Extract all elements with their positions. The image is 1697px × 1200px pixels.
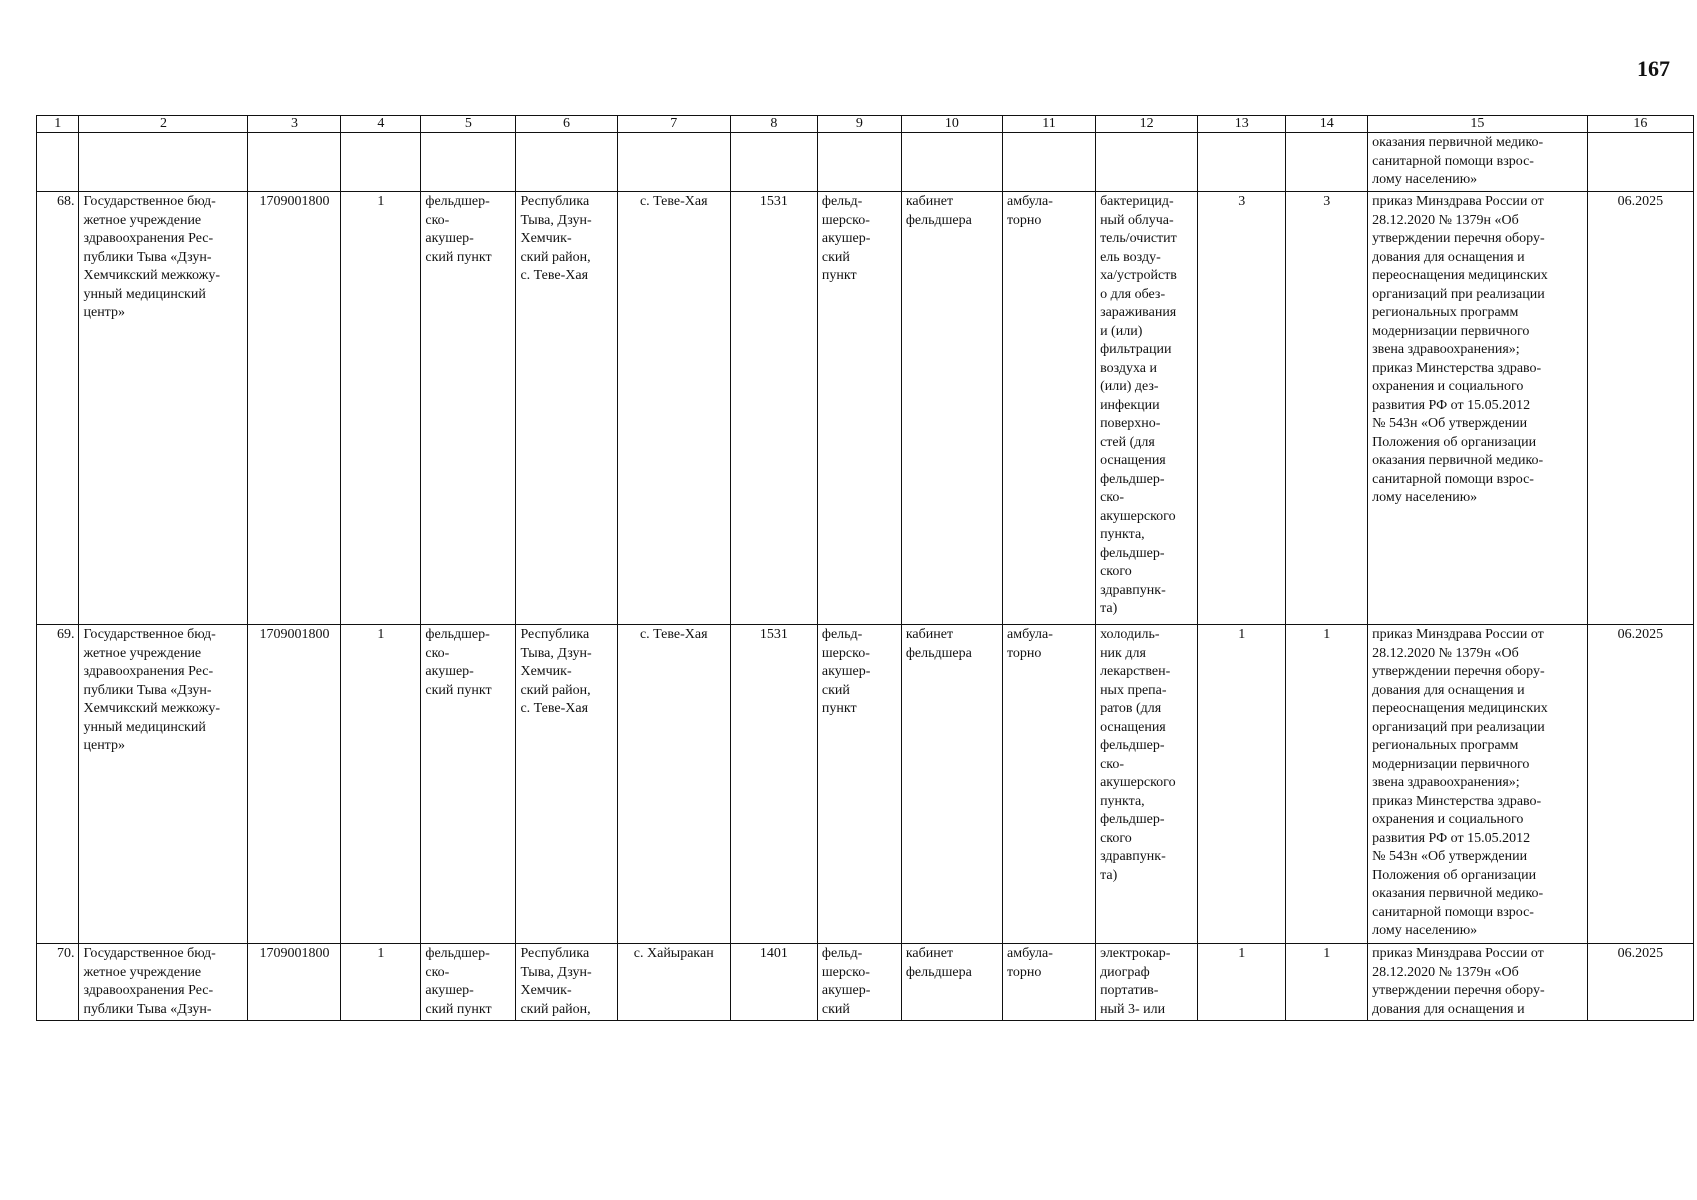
inn-cell: 1709001800 bbox=[248, 192, 341, 625]
qty-planned-cell: 3 bbox=[1286, 192, 1368, 625]
qty-planned-cell: 1 bbox=[1286, 625, 1368, 944]
inn-cell: 1709001800 bbox=[248, 944, 341, 1021]
continuation-row bbox=[37, 133, 1694, 192]
row-number: 70. bbox=[37, 944, 79, 1021]
address-cell: Республика Тыва, Дзун- Хемчик- ский район, с. Теве-Хая bbox=[516, 625, 617, 944]
legal-basis-cell: приказ Минздрава России от 28.12.2020 № 1379н «Об утверждении перечня обору- дования для оснащения и bbox=[1368, 944, 1588, 1021]
organization-name: Государственное бюд- жетное учреждение здравоохранения Рес- публики Тыва «Дзун- bbox=[79, 944, 248, 1021]
care-condition-cell: амбула- торно bbox=[1003, 192, 1096, 625]
col4-cell: 1 bbox=[341, 625, 421, 944]
col-header: 6 bbox=[516, 116, 617, 133]
unit-type-cell: фельд- шерско- акушер- ский пункт bbox=[817, 192, 901, 625]
table-row bbox=[37, 944, 1694, 1021]
room-cell: кабинет фельдшера bbox=[901, 944, 1002, 1021]
page-number: 167 bbox=[1637, 56, 1670, 81]
row-number: 69. bbox=[37, 625, 79, 944]
settlement-cell: с. Теве-Хая bbox=[617, 192, 730, 625]
col-header: 13 bbox=[1198, 116, 1286, 133]
col-header: 4 bbox=[341, 116, 421, 133]
unit-type-cell: фельд- шерско- акушер- ский пункт bbox=[817, 625, 901, 944]
col-header: 5 bbox=[421, 116, 516, 133]
table-row bbox=[37, 625, 1694, 944]
population-cell: 1531 bbox=[730, 625, 817, 944]
room-cell: кабинет фельдшера bbox=[901, 192, 1002, 625]
col-header: 7 bbox=[617, 116, 730, 133]
equipment-cell: электрокар- диограф портатив- ный 3- или bbox=[1096, 944, 1198, 1021]
date-cell: 06.2025 bbox=[1587, 192, 1693, 625]
col4-cell: 1 bbox=[341, 192, 421, 625]
date-cell: 06.2025 bbox=[1587, 625, 1693, 944]
facility-type-cell: фельдшер- ско- акушер- ский пункт bbox=[421, 625, 516, 944]
qty-required-cell: 1 bbox=[1198, 625, 1286, 944]
room-cell: кабинет фельдшера bbox=[901, 625, 1002, 944]
address-cell: Республика Тыва, Дзун- Хемчик- ский район, bbox=[516, 944, 617, 1021]
col-header: 12 bbox=[1096, 116, 1198, 133]
population-cell: 1531 bbox=[730, 192, 817, 625]
facility-type-cell: фельдшер- ско- акушер- ский пункт bbox=[421, 944, 516, 1021]
address-cell: Республика Тыва, Дзун- Хемчик- ский район, с. Теве-Хая bbox=[516, 192, 617, 625]
date-cell: 06.2025 bbox=[1587, 944, 1693, 1021]
equipment-registry-table bbox=[36, 115, 1694, 1021]
inn-cell: 1709001800 bbox=[248, 625, 341, 944]
facility-type-cell: фельдшер- ско- акушер- ский пункт bbox=[421, 192, 516, 625]
population-cell: 1401 bbox=[730, 944, 817, 1021]
col-header: 10 bbox=[901, 116, 1002, 133]
row-number: 68. bbox=[37, 192, 79, 625]
legal-basis-cell: оказания первичной медико- санитарной помощи взрос- лому населению» bbox=[1368, 133, 1588, 192]
col-header: 2 bbox=[79, 116, 248, 133]
col-header: 16 bbox=[1587, 116, 1693, 133]
col-header: 11 bbox=[1003, 116, 1096, 133]
col4-cell: 1 bbox=[341, 944, 421, 1021]
column-number-row bbox=[37, 116, 1694, 133]
table-row bbox=[37, 192, 1694, 625]
col-header: 1 bbox=[37, 116, 79, 133]
equipment-cell: холодиль- ник для лекарствен- ных препа- ратов (для оснащения фельдшер- ско- акушерского пункта, фельдшер- ского здравпунк- та) bbox=[1096, 625, 1198, 944]
care-condition-cell: амбула- торно bbox=[1003, 944, 1096, 1021]
legal-basis-cell: приказ Минздрава России от 28.12.2020 № 1379н «Об утверждении перечня обору- дования для оснащения и переоснащения медицинских организаций при реализации региональных программ модернизации первичного звена здравоохранения»; приказ Минстерства здраво- охранения и социального развития РФ от 15.05.2012 № 543н «Об утверждении Положения об организации оказания первичной медико- санитарной помощи взрос- лому населению» bbox=[1368, 625, 1588, 944]
care-condition-cell: амбула- торно bbox=[1003, 625, 1096, 944]
legal-basis-cell: приказ Минздрава России от 28.12.2020 № 1379н «Об утверждении перечня обору- дования для оснащения и переоснащения медицинских организаций при реализации региональных программ модернизации первичного звена здравоохранения»; приказ Минстерства здраво- охранения и социального развития РФ от 15.05.2012 № 543н «Об утверждении Положения об организации оказания первичной медико- санитарной помощи взрос- лому населению» bbox=[1368, 192, 1588, 625]
col-header: 8 bbox=[730, 116, 817, 133]
col-header: 14 bbox=[1286, 116, 1368, 133]
col-header: 3 bbox=[248, 116, 341, 133]
settlement-cell: с. Хайыракан bbox=[617, 944, 730, 1021]
equipment-cell: бактерицид- ный облуча- тель/очистит ель возду- ха/устройств о для обез- зараживания и (или) фильтрации воздуха и (или) дез- инфекции поверхно- стей (для оснащения фельдшер- ско- акушерского пункта, фельдшер- ского здравпунк- та) bbox=[1096, 192, 1198, 625]
unit-type-cell: фельд- шерско- акушер- ский bbox=[817, 944, 901, 1021]
col-header: 9 bbox=[817, 116, 901, 133]
organization-name: Государственное бюд- жетное учреждение здравоохранения Рес- публики Тыва «Дзун- Хемчикский межкожу- унный медицинский центр» bbox=[79, 192, 248, 625]
organization-name: Государственное бюд- жетное учреждение здравоохранения Рес- публики Тыва «Дзун- Хемчикский межкожу- унный медицинский центр» bbox=[79, 625, 248, 944]
qty-required-cell: 1 bbox=[1198, 944, 1286, 1021]
settlement-cell: с. Теве-Хая bbox=[617, 625, 730, 944]
qty-planned-cell: 1 bbox=[1286, 944, 1368, 1021]
qty-required-cell: 3 bbox=[1198, 192, 1286, 625]
col-header: 15 bbox=[1368, 116, 1588, 133]
